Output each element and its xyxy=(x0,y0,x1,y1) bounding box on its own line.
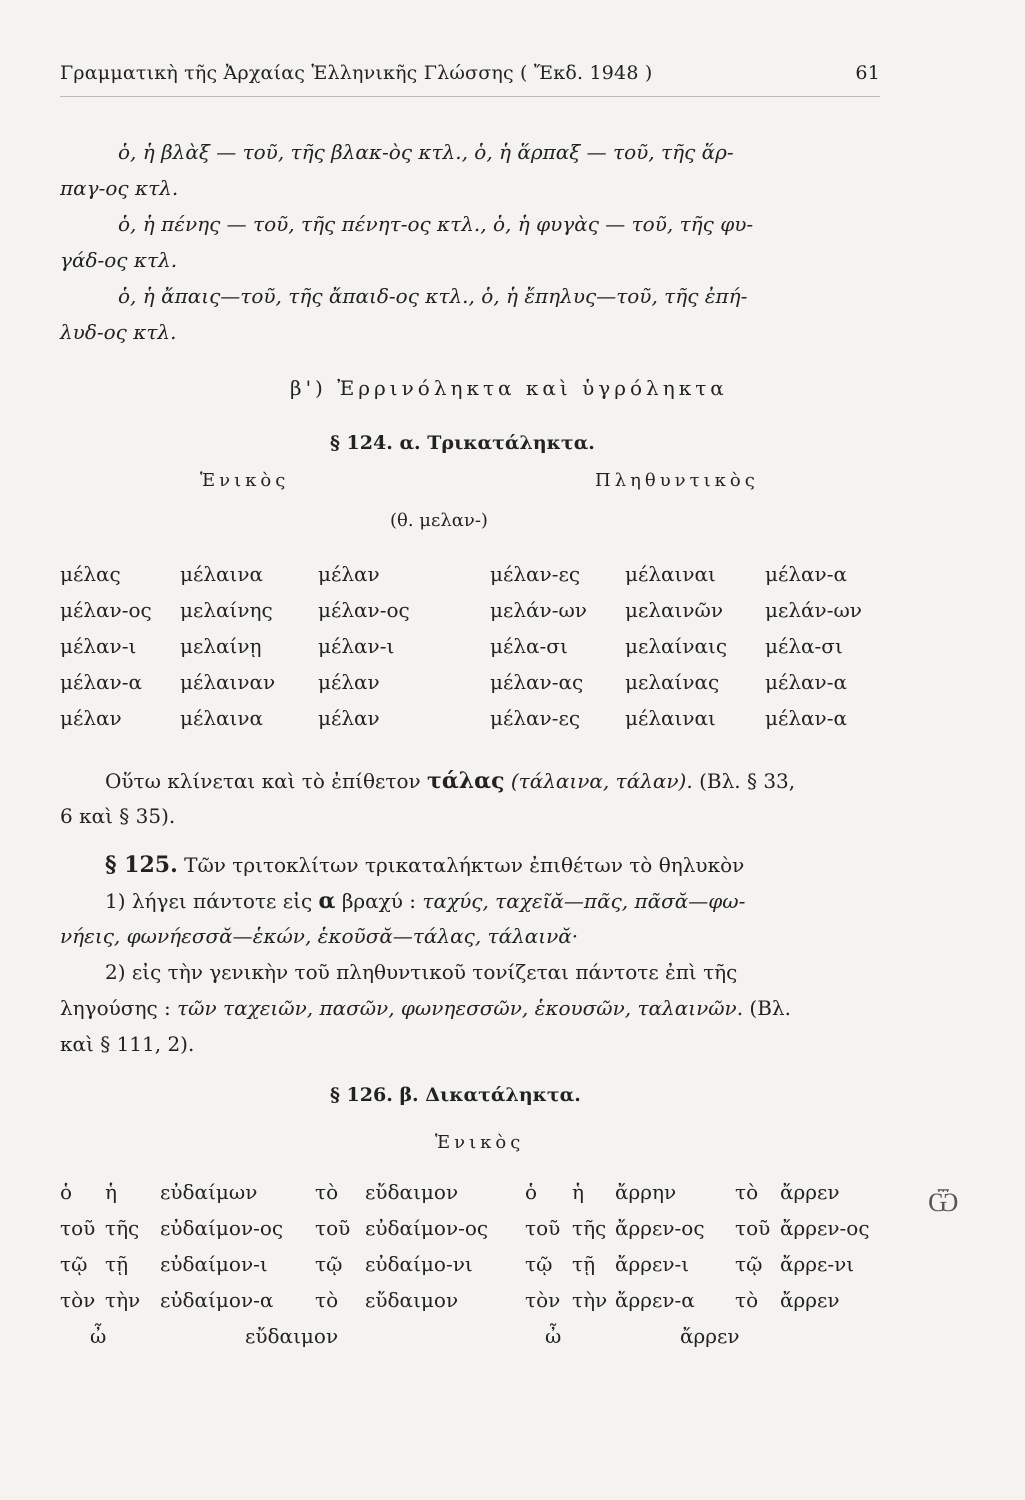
example-line: ὁ, ἡ βλὰξ — τοῦ, τῆς βλακ-ὸς κτλ., ὁ, ἡ ἅρπαξ — τοῦ, τῆς ἅρ- xyxy=(118,140,734,164)
table-cell: εὔδαιμον xyxy=(245,1324,339,1348)
table-cell: μέλα-σι xyxy=(490,634,568,658)
table-cell: τῷ xyxy=(315,1252,343,1276)
margin-mark: Ѿ xyxy=(928,1188,959,1218)
table-cell: μελαίνῃ xyxy=(180,634,262,658)
table-cell: τὴν xyxy=(572,1288,608,1312)
s125-line1 xyxy=(105,852,744,878)
table-cell: μέλαν-α xyxy=(60,670,142,694)
table-cell: εὐδαίμον-ος xyxy=(160,1216,284,1240)
note-text: Οὕτω κλίνεται καὶ τὸ ἐπίθετον xyxy=(105,769,421,793)
table-cell: ἡ xyxy=(572,1180,584,1204)
table-cell: τῷ xyxy=(525,1252,553,1276)
table-cell: μέλαιναι xyxy=(625,562,716,586)
table-cell: τὸ xyxy=(735,1180,759,1204)
table-cell: τὸ xyxy=(735,1288,759,1312)
table-cell: μέλαν-ας xyxy=(490,670,584,694)
table-cell: ἡ xyxy=(105,1180,117,1204)
table-cell: τῇ xyxy=(572,1252,596,1276)
s125-examples: τῶν ταχειῶν, πασῶν, φωνηεσσῶν, ἑκουσῶν, ταλαινῶν. xyxy=(177,996,744,1020)
table-cell: τὸ xyxy=(315,1288,339,1312)
table-cell: τοῦ xyxy=(735,1216,771,1240)
s125-text: (Βλ. xyxy=(749,996,791,1020)
table-cell: τὸν xyxy=(60,1288,96,1312)
s125-line2 xyxy=(105,888,745,914)
table-cell: ὦ xyxy=(90,1324,107,1348)
table-cell: τῆς xyxy=(572,1216,607,1240)
table-cell: μέλαν-ος xyxy=(318,598,410,622)
table-cell: ἄρρην xyxy=(615,1180,677,1204)
table-cell: τῷ xyxy=(60,1252,88,1276)
table-cell: ὁ xyxy=(525,1180,538,1204)
table-cell: μέλαιναι xyxy=(625,706,716,730)
table-cell: εὐδαίμον-ος xyxy=(365,1216,489,1240)
s125-number: § 125. xyxy=(105,852,178,878)
table-cell: μελάν-ων xyxy=(765,598,862,622)
table-cell: μέλαν xyxy=(318,706,380,730)
table-cell: μέλαν xyxy=(318,670,380,694)
table-cell: μέλαν-α xyxy=(765,670,847,694)
table-cell: τῇ xyxy=(105,1252,129,1276)
table-cell: τοῦ xyxy=(315,1216,351,1240)
s125-text: βραχύ : xyxy=(341,889,417,913)
s124-note-line2: 6 καὶ § 35). xyxy=(60,804,176,828)
table-cell: μελαίναις xyxy=(625,634,728,658)
table-cell: ἄρρεν xyxy=(780,1180,840,1204)
s126-singular-label: Ἑνικὸς xyxy=(435,1132,525,1153)
example-line: παγ-ος κτλ. xyxy=(60,176,179,200)
table-cell: εὐδαίμων xyxy=(160,1180,258,1204)
s125-text: ληγούσης : xyxy=(60,996,171,1020)
table-cell: μελαίνης xyxy=(180,598,273,622)
page-number: 61 xyxy=(855,62,880,84)
s125-text: Τῶν τριτοκλίτων τρικαταλήκτων ἐπιθέτων τὸ θηλυκὸν xyxy=(184,853,745,877)
s124-note-line1 xyxy=(105,768,795,794)
table-cell: ἄρρεν-ος xyxy=(615,1216,705,1240)
s124-stem: (θ. μελαν-) xyxy=(390,510,488,531)
s124-singular-label: Ἑνικὸς xyxy=(200,470,290,491)
table-cell: εὐδαίμον-ι xyxy=(160,1252,268,1276)
s125-line6: καὶ § 111, 2). xyxy=(60,1032,195,1056)
s125-line5 xyxy=(60,996,791,1020)
table-cell: μέλαν xyxy=(318,562,380,586)
table-cell: τοῦ xyxy=(525,1216,561,1240)
table-cell: ἄρρεν-α xyxy=(615,1288,695,1312)
table-cell: μέλαν-α xyxy=(765,562,847,586)
example-line: ὁ, ἡ ἄπαις—τοῦ, τῆς ἄπαιδ-ος κτλ., ὁ, ἡ ἔπηλυς—τοῦ, τῆς ἐπή- xyxy=(118,284,748,308)
note-forms: (τάλαινα, τάλαν). xyxy=(510,769,693,793)
example-line: γάδ-ος κτλ. xyxy=(60,248,178,272)
s125-line4: 2) εἰς τὴν γενικὴν τοῦ πληθυντικοῦ τονίζεται πάντοτε ἐπὶ τῆς xyxy=(105,960,738,984)
example-line: λυδ-ος κτλ. xyxy=(60,320,177,344)
table-cell: ἄρρεν-ι xyxy=(615,1252,690,1276)
table-cell: τῆς xyxy=(105,1216,140,1240)
table-cell: μέλας xyxy=(60,562,121,586)
table-cell: μέλαν-ι xyxy=(60,634,137,658)
s126-heading: § 126. β. Δικατάληκτα. xyxy=(330,1084,581,1106)
table-cell: τῷ xyxy=(735,1252,763,1276)
table-cell: μελάν-ων xyxy=(490,598,587,622)
table-cell: μέλαν-ος xyxy=(60,598,152,622)
table-cell: εὐδαίμο-νι xyxy=(365,1252,473,1276)
table-cell: μέλαινα xyxy=(180,562,264,586)
table-cell: ἄρρεν xyxy=(680,1324,740,1348)
s125-alpha: α xyxy=(318,888,336,914)
header-title: Γραμματικὴ τῆς Ἀρχαίας Ἑλληνικῆς Γλώσσης ( Ἔκδ. 1948 ) xyxy=(60,62,653,84)
table-cell: εὔδαιμον xyxy=(365,1180,459,1204)
table-cell: ἄρρεν-ος xyxy=(780,1216,870,1240)
table-cell: ἄρρε-νι xyxy=(780,1252,855,1276)
section-b-title: β') Ἐρρινόληκτα καὶ ὑγρόληκτα xyxy=(290,376,728,400)
table-cell: μέλαιναν xyxy=(180,670,276,694)
table-cell: μέλαν-α xyxy=(765,706,847,730)
table-cell: τὴν xyxy=(105,1288,141,1312)
table-cell: τοῦ xyxy=(60,1216,96,1240)
table-cell: μέλαν xyxy=(60,706,122,730)
table-cell: ὁ xyxy=(60,1180,73,1204)
table-cell: μελαίνας xyxy=(625,670,720,694)
table-cell: μέλα-σι xyxy=(765,634,843,658)
note-headword: τάλας xyxy=(427,768,505,794)
s125-examples: ταχύς, ταχεῖᾰ—πᾶς, πᾶσᾰ—φω- xyxy=(422,889,746,913)
table-cell: τὸ xyxy=(315,1180,339,1204)
table-cell: μέλαν-ι xyxy=(318,634,395,658)
s125-line3: νήεις, φωνήεσσᾰ—ἑκών, ἑκοῦσᾰ—τάλας, τάλαινᾰ· xyxy=(60,924,579,948)
table-cell: μέλαινα xyxy=(180,706,264,730)
table-cell: ἄρρεν xyxy=(780,1288,840,1312)
table-cell: μέλαν-ες xyxy=(490,562,581,586)
table-cell: τὸν xyxy=(525,1288,561,1312)
note-reference: (Βλ. § 33, xyxy=(699,769,796,793)
table-cell: εὐδαίμον-α xyxy=(160,1288,274,1312)
s124-heading: § 124. α. Τρικατάληκτα. xyxy=(330,432,595,454)
running-header xyxy=(60,62,880,84)
table-cell: ὦ xyxy=(545,1324,562,1348)
s124-plural-label: Πληθυντικὸς xyxy=(595,470,759,491)
s125-text: 1) λήγει πάντοτε εἰς xyxy=(105,889,313,913)
header-rule xyxy=(60,96,880,97)
example-line: ὁ, ἡ πένης — τοῦ, τῆς πένητ-ος κτλ., ὁ, ἡ φυγὰς — τοῦ, τῆς φυ- xyxy=(118,212,754,236)
table-cell: μελαινῶν xyxy=(625,598,724,622)
table-cell: μέλαν-ες xyxy=(490,706,581,730)
table-cell: εὔδαιμον xyxy=(365,1288,459,1312)
